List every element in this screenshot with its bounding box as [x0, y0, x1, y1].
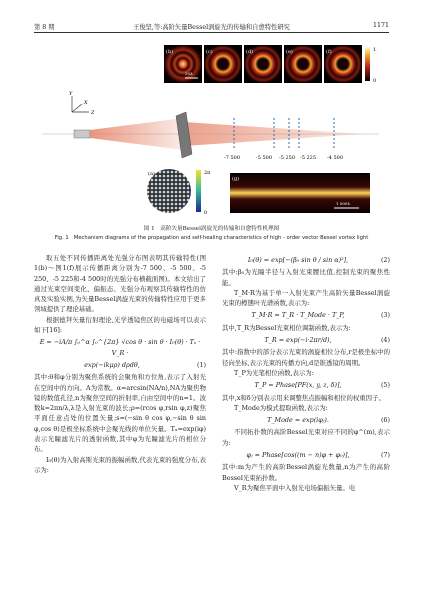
- panel-e-label: (e): [286, 49, 293, 55]
- equation-number: (5): [380, 381, 390, 390]
- issue-number: 第 8 期: [34, 24, 55, 31]
- axis-x-label: X: [84, 100, 88, 106]
- paragraph: 取五处不同传播距离处光强分布图表明其传输特性(图1(b)～图1(f)展示传播距离分别为-7 500、-5 500、-5 250、-5 225和-4 500时的光强分布横截面图)。本文给出了通过光束空间变化、偏振态、光强分布观察其传输特性的仿真及实验实例,为矢量Bessel涡旋光束的传输特性应用于更多领域提供了理论基础。: [34, 254, 206, 314]
- panel-a-label: (a): [148, 171, 155, 177]
- panel-a: [146, 168, 211, 216]
- equation-1-cont: exp(−ikμρ) dρdθ, (1): [84, 360, 206, 369]
- position-label-5: -4 500: [327, 155, 344, 161]
- panel-b: [164, 45, 202, 83]
- axis-y-label: Y: [69, 91, 73, 97]
- panel-g: [230, 173, 370, 213]
- panel-c-label: (c): [206, 49, 213, 55]
- scalebar-b-label: 20λ: [185, 71, 193, 76]
- svg-text:2π: 2π: [204, 170, 211, 176]
- paragraph: 其中:指数中的部分表示光束的涡旋相位分布,r是极坐标中的径向坐标,表示光束的传播方向,d是锥透镜的周期。: [222, 348, 390, 367]
- equation-4: T_R = exp(−i·2πr/d), (4): [264, 336, 390, 345]
- panel-b-label: (b): [166, 49, 174, 55]
- panel-f-label: (f): [326, 49, 332, 55]
- svg-text:0: 0: [204, 210, 208, 216]
- paragraph: T_P为光笔相位函数,表示为:: [234, 368, 314, 377]
- equation-1: E = −iA/π ∫₀^α ∫₀^{2π} √cos θ · sin θ · I₀(θ) · Tₓ · V_R ·: [39, 338, 201, 357]
- panel-g-label: (g): [232, 176, 240, 182]
- optical-setup: [42, 112, 379, 158]
- svg-text:0: 0: [373, 78, 377, 84]
- figure-caption-zh: 图 1 高阶矢量Bessel涡旋光的传输和自愈特性机理图: [143, 226, 280, 232]
- panel-d: [244, 45, 282, 83]
- equation-number: (7): [380, 451, 390, 460]
- equation-number: (3): [380, 311, 390, 320]
- paragraph: 其中:θ和φ分别为聚焦系统的会聚角和方位角,表示了入射光在空间中的方向。A为常数。α=arcsin(NA/n),NA为聚焦物镜的数值孔径,n为聚焦空间的折射率,自由空间中的n=1。波数k=2πn/λ,λ是入射光束的波长;ρ=(rcos φ,rsin φ,z)聚焦平面任意点处的位置矢量;s=(−sin θ cos φ,−sin θ sin φ,cos θ)是极坐标系统中会聚光线的单位矢量。Tₓ=exp(iφ)表示光瞳滤光片的透射函数,其中φ为光瞳滤光片的相位分布。: [34, 373, 206, 454]
- figure-1: [34, 38, 389, 218]
- svg-text:1: 1: [373, 47, 377, 53]
- paragraph: 其中:β₀为光瞳半径与入射光束腰比值,控制光束的聚焦性能。: [222, 268, 390, 287]
- paragraph: 根据德拜矢量衍射理论,光学透镜焦区的电磁场可以表示如下[16]:: [34, 315, 206, 335]
- equation-3: T_M·R = T_R · T_Mode · T_P, (3): [251, 311, 390, 320]
- colorbar-top: [365, 47, 376, 84]
- page-number: 1171: [372, 22, 389, 29]
- paragraph: 其中:m为产生的高阶Bessel涡旋光数量,n为产生的高阶Bessel光束拓扑数。: [222, 463, 390, 482]
- panel-f: [324, 45, 362, 83]
- equation-number: (4): [380, 336, 390, 345]
- axis-z-label: Z: [91, 110, 95, 116]
- position-label-3: -5 250: [279, 155, 296, 161]
- panel-c: [204, 45, 242, 83]
- equation-number: (6): [380, 416, 390, 425]
- figure-caption-en: Fig. 1 Mechanism diagrams of the propagation and self-healing characteristics of high - order vector Bessel vortex light: [54, 235, 369, 241]
- position-label-1: -7 500: [224, 155, 241, 161]
- equation-7: φⱼ = Phase[cos((m − n)φ + φ₀)], (7): [246, 451, 390, 460]
- header-rule: [34, 32, 389, 33]
- paragraph: I₀(θ)为入射高斯光束的振幅函数,代表光束的强度分布,表示为:: [34, 455, 206, 474]
- scalebar-g-label: 1 000λ: [336, 201, 350, 206]
- position-label-2: -5 500: [256, 155, 273, 161]
- equation-2: I₀(θ) = exp[−(β₀ sin θ / sin α)²], (2): [247, 256, 390, 264]
- paragraph: 其中,T_R为Bessel光束相位调制函数,表示为:: [222, 323, 351, 332]
- right-column: [222, 253, 390, 493]
- running-title: 王俊坚,等:高阶矢量Bessel涡旋光的传输和自愈特性研究: [133, 24, 290, 31]
- left-column: [34, 253, 206, 475]
- equation-number: (1): [196, 360, 206, 369]
- paragraph: 不同拓扑数的高阶Bessel光束对应不同的φ^(m),表示为:: [222, 428, 390, 447]
- equation-number: (2): [380, 256, 390, 264]
- equation-6: T_Mode = exp(iφⱼ). (6): [267, 416, 390, 425]
- equation-5: T_P = Phase[PF(x, y, z, δ)], (5): [254, 381, 390, 390]
- panel-d-label: (d): [246, 49, 254, 55]
- panel-e: [284, 45, 322, 83]
- paragraph: T_Mode为模式提取函数,表示为:: [234, 403, 328, 412]
- paragraph: T_M·R为基于单一入射光束产生高阶矢量Bessel涡旋光束的樽態叶光谱函数,表示为:: [222, 288, 390, 308]
- paragraph: 其中,x和δ分别表示用来调整焦点振幅和相位的权重因子。: [222, 393, 385, 402]
- paragraph: V_R为聚焦平面中入射光电场偏振矢量。电: [234, 483, 356, 492]
- position-label-4: -5 225: [300, 155, 317, 161]
